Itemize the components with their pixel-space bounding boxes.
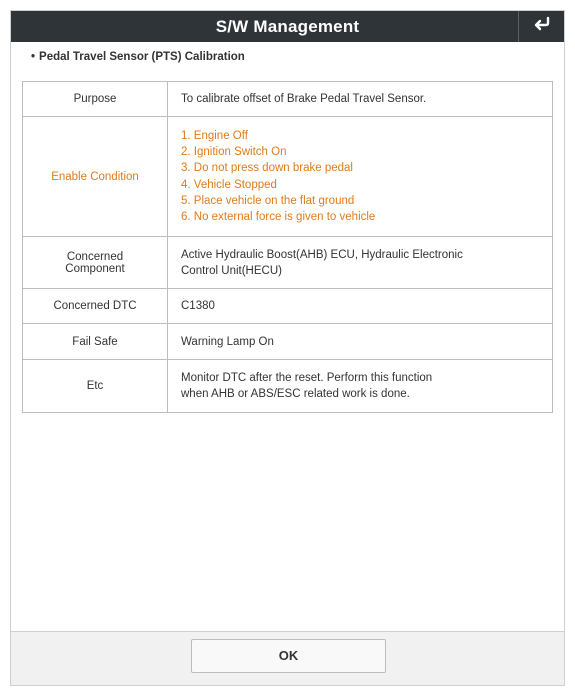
row-value-line: Active Hydraulic Boost(AHB) ECU, Hydraulic Electronic — [181, 248, 463, 261]
row-value-line: Monitor DTC after the reset. Perform this function — [181, 372, 433, 384]
return-arrow-icon — [532, 16, 552, 37]
table-row-fail-safe — [23, 324, 553, 360]
condition-item: 1. Engine Off — [181, 129, 248, 142]
enable-condition-list — [168, 117, 553, 237]
row-label — [23, 237, 168, 289]
condition-item: 2. Ignition Switch On — [181, 146, 287, 159]
dialog-footer — [11, 631, 564, 685]
row-label-line: Component — [65, 262, 125, 275]
row-value-line: Control Unit(HECU) — [181, 264, 282, 277]
row-label: Purpose — [23, 82, 168, 117]
title-bar — [11, 11, 564, 42]
table-row-etc — [23, 360, 553, 413]
back-button[interactable] — [518, 11, 564, 42]
row-value: Warning Lamp On — [168, 324, 553, 360]
info-table — [22, 81, 553, 413]
row-label: Fail Safe — [23, 324, 168, 360]
row-label: Enable Condition — [23, 117, 168, 237]
row-label: Etc — [23, 360, 168, 413]
row-value — [168, 237, 553, 289]
table-row-concerned-component — [23, 237, 553, 289]
row-label-line: Concerned — [66, 250, 124, 263]
section-title-text: Pedal Travel Sensor (PTS) Calibration — [39, 51, 245, 63]
row-value — [168, 360, 553, 413]
table-row-concerned-dtc — [23, 289, 553, 324]
sw-management-dialog — [10, 10, 565, 686]
table-row-enable-condition — [23, 117, 553, 237]
ok-button[interactable]: OK — [191, 639, 386, 673]
row-value-line: when AHB or ABS/ESC related work is done. — [181, 388, 410, 400]
condition-item: 4. Vehicle Stopped — [181, 178, 277, 191]
section-title — [31, 51, 245, 63]
condition-item: 6. No external force is given to vehicle — [181, 210, 376, 223]
condition-item: 5. Place vehicle on the flat ground — [181, 194, 355, 207]
window-title: S/W Management — [215, 17, 360, 36]
row-label: Concerned DTC — [23, 289, 168, 324]
table-row-purpose — [23, 82, 553, 117]
condition-item: 3. Do not press down brake pedal — [181, 162, 353, 175]
row-value: To calibrate offset of Brake Pedal Travel Sensor. — [168, 82, 553, 117]
bullet: • — [31, 51, 36, 63]
row-value: C1380 — [168, 289, 553, 324]
